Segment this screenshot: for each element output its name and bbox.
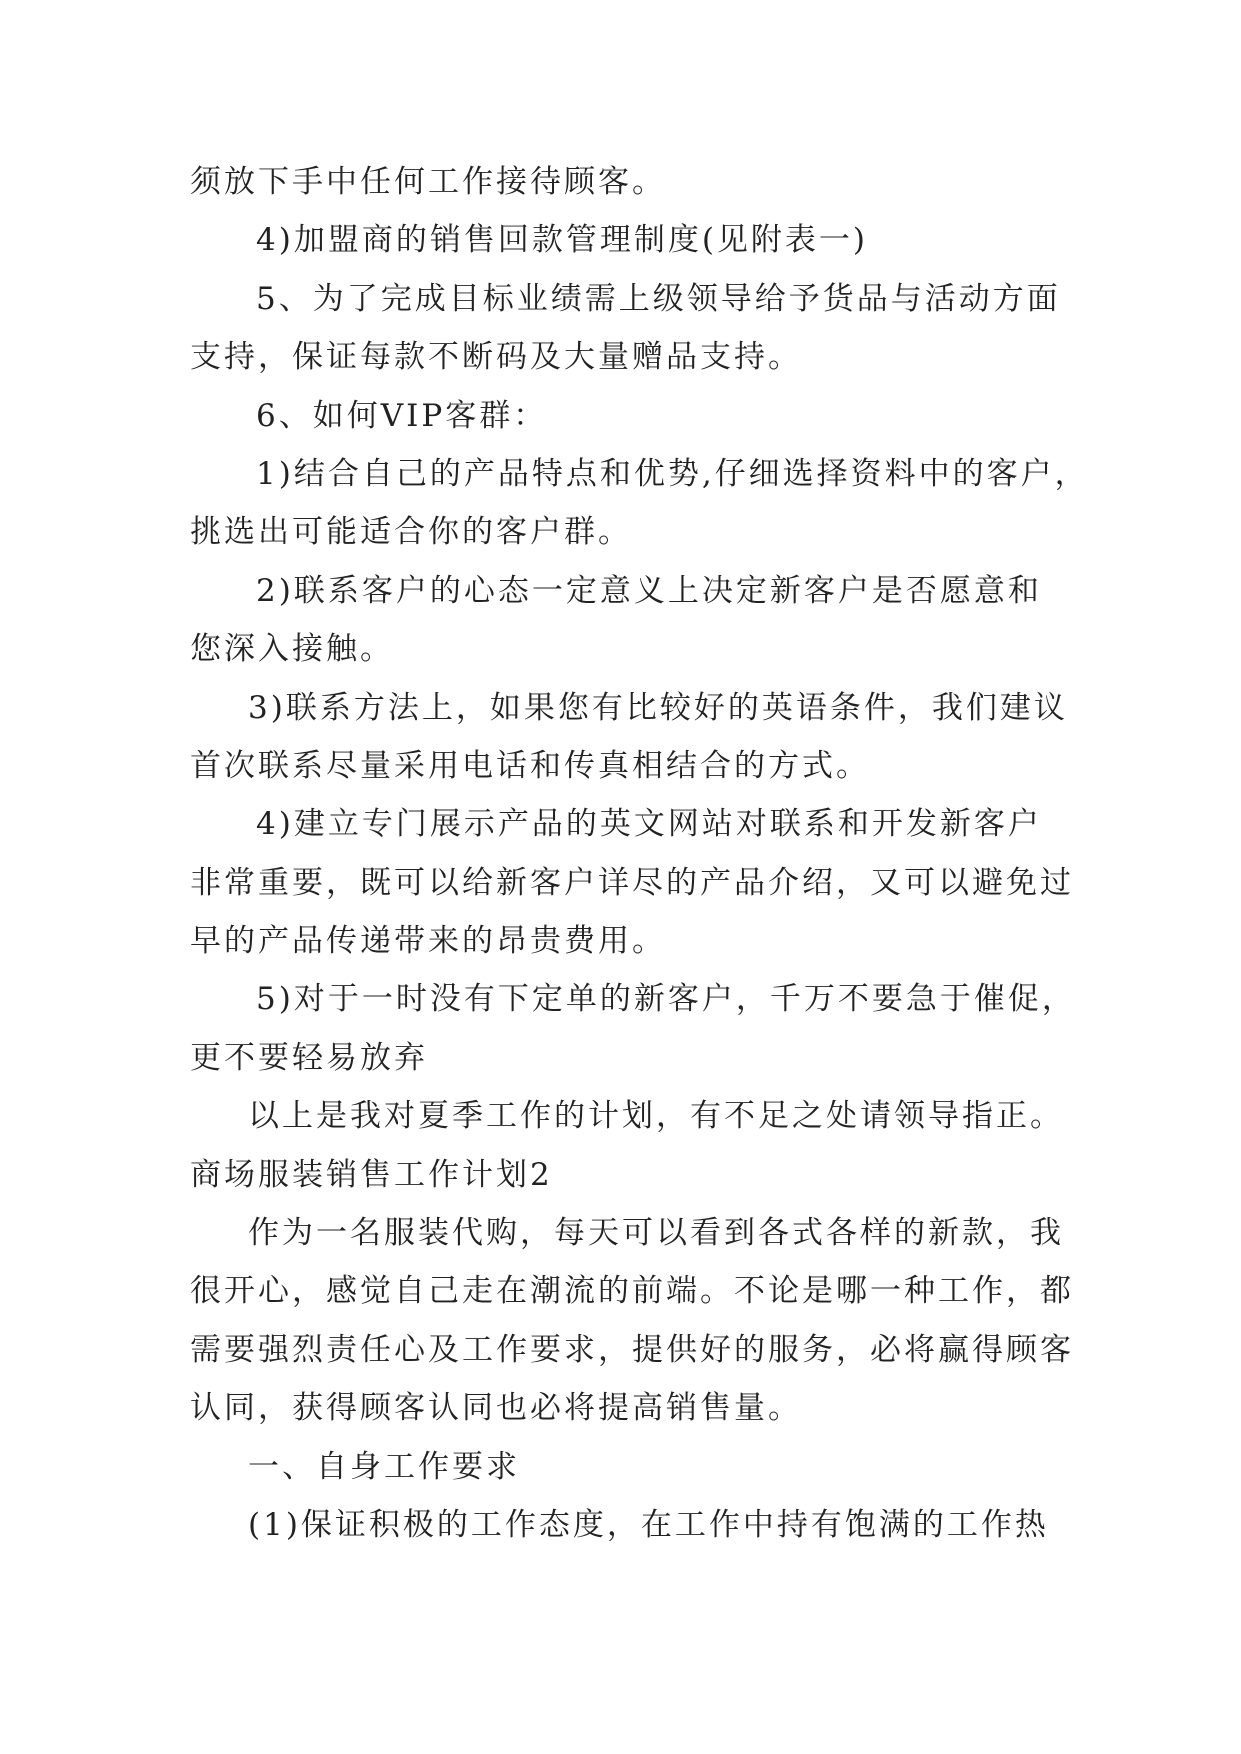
text-line: 认同，获得顾客认同也必将提高销售量。 xyxy=(190,1390,802,1427)
text-line: 更不要轻易放弃 xyxy=(190,1039,428,1076)
text-line: 1)结合自己的产品特点和优势,仔细选择资料中的客户， xyxy=(256,455,1089,492)
text-line: 很开心，感觉自己走在潮流的前端。不论是哪一种工作，都 xyxy=(190,1273,1074,1310)
text-line: 首次联系尽量采用电话和传真相结合的方式。 xyxy=(190,747,870,784)
text-line: 支持，保证每款不断码及大量赠品支持。 xyxy=(190,339,802,376)
text-line: 3)联系方法上，如果您有比较好的英语条件，我们建议 xyxy=(248,689,1068,726)
text-line: 非常重要，既可以给新客户详尽的产品介绍，又可以避免过 xyxy=(190,864,1074,901)
text-line: 一、自身工作要求 xyxy=(248,1448,520,1485)
text-line: 2)联系客户的心态一定意义上决定新客户是否愿意和 xyxy=(256,572,1042,609)
text-line: 4)加盟商的销售回款管理制度(见附表一) xyxy=(256,222,869,259)
text-line: 早的产品传递带来的昂贵费用。 xyxy=(190,923,666,960)
text-line: 须放下手中任何工作接待顾客。 xyxy=(190,164,666,200)
text-line: 4)建立专门展示产品的英文网站对联系和开发新客户 xyxy=(256,806,1042,843)
section-heading: 商场服装销售工作计划2 xyxy=(190,1156,553,1193)
text-line: 5、为了完成目标业绩需上级领导给予货品与活动方面 xyxy=(256,280,1061,317)
text-line: 以上是我对夏季工作的计划，有不足之处请领导指正。 xyxy=(248,1098,1064,1135)
text-line: 5)对于一时没有下定单的新客户，千万不要急于催促， xyxy=(256,981,1076,1018)
body-text xyxy=(190,153,1089,1554)
text-line: 需要强烈责任心及工作要求，提供好的服务，必将赢得顾客 xyxy=(190,1331,1074,1368)
text-line: 作为一名服装代购，每天可以看到各式各样的新款，我 xyxy=(248,1215,1064,1252)
text-line: 6、如何VIP客群： xyxy=(256,397,548,434)
text-line: 挑选出可能适合你的客户群。 xyxy=(190,514,632,551)
text-line: (1)保证积极的工作态度，在工作中持有饱满的工作热 xyxy=(248,1506,1049,1543)
text-line: 您深入接触。 xyxy=(190,631,394,668)
